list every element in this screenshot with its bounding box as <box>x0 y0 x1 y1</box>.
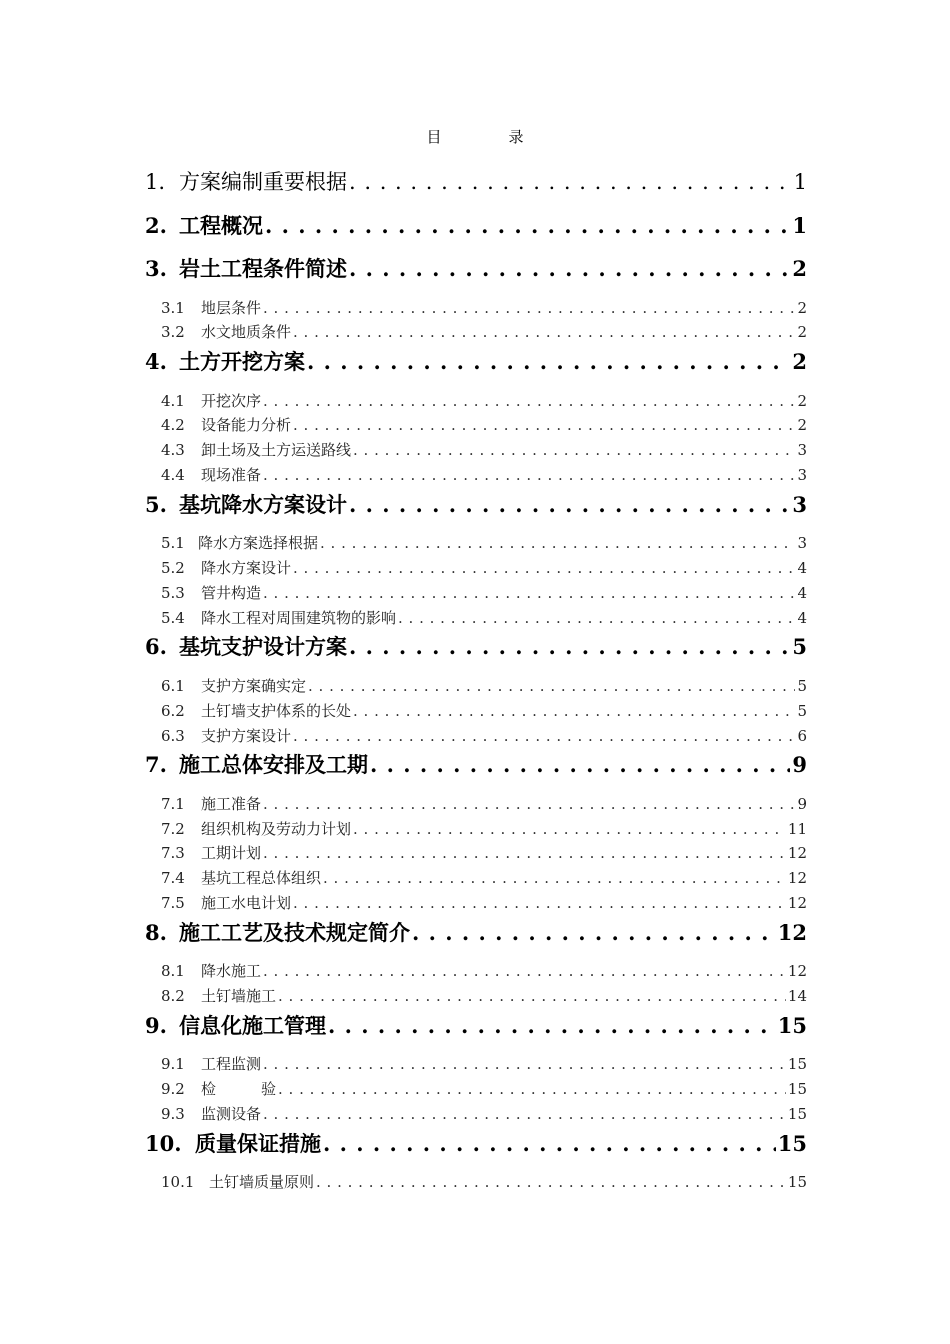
dot-leader <box>353 699 795 723</box>
toc-label: 工程监测 <box>201 1055 262 1074</box>
toc-subsection[interactable] <box>145 320 807 345</box>
toc-number: 8.2 <box>161 987 185 1006</box>
toc-label: 支护方案设计 <box>201 726 292 745</box>
dot-leader <box>263 296 795 320</box>
toc-page-number: 5 <box>797 701 807 720</box>
toc-label: 现场准备 <box>201 465 262 484</box>
toc-subsection[interactable] <box>145 959 807 984</box>
toc-section[interactable] <box>145 630 807 674</box>
toc-number: 8.1 <box>161 962 185 981</box>
toc-page-number: 15 <box>777 1012 807 1038</box>
dot-leader <box>263 959 786 983</box>
toc-label: 基坑降水方案设计 <box>179 491 347 517</box>
toc-number: 7.1 <box>161 794 185 813</box>
toc-page-number: 12 <box>787 962 807 981</box>
toc-page-number: 11 <box>787 819 807 838</box>
toc-label: 降水方案选择根据 <box>198 534 319 553</box>
toc-page-number: 2 <box>797 323 807 342</box>
toc-label: 管井构造 <box>201 583 262 602</box>
toc-label: 信息化施工管理 <box>179 1012 326 1038</box>
dot-leader <box>398 606 795 630</box>
toc-number: 10. <box>145 1130 182 1156</box>
toc-label: 施工准备 <box>201 794 262 813</box>
toc-subsection[interactable] <box>145 1052 807 1077</box>
toc-label: 降水工程对周围建筑物的影响 <box>201 608 397 627</box>
toc-label: 土钉墙施工 <box>201 987 277 1006</box>
toc-label: 监测设备 <box>201 1105 262 1124</box>
toc-section[interactable] <box>145 916 807 960</box>
toc-number: 5.2 <box>161 559 185 578</box>
toc-label: 检 验 <box>201 1080 277 1099</box>
toc-label: 土钉墙质量原则 <box>209 1173 315 1192</box>
dot-leader <box>263 389 795 413</box>
toc-page-number: 3 <box>797 465 807 484</box>
toc-number: 5.4 <box>161 608 185 627</box>
toc-section[interactable] <box>145 1009 807 1053</box>
toc-number: 6.1 <box>161 676 185 695</box>
dot-leader <box>263 841 786 865</box>
toc-number: 4.1 <box>161 391 185 410</box>
toc-page-number: 14 <box>787 987 807 1006</box>
toc-number: 8. <box>145 919 167 945</box>
dot-leader <box>328 1009 776 1043</box>
toc-page-number: 1 <box>792 212 807 238</box>
dot-leader <box>323 1127 776 1161</box>
toc-page-number: 1 <box>793 170 807 194</box>
toc-page-number: 6 <box>797 726 807 745</box>
toc-subsection[interactable] <box>145 296 807 321</box>
toc-subsection[interactable] <box>145 817 807 842</box>
toc-subsection[interactable] <box>145 674 807 699</box>
toc-page-number: 9 <box>792 752 807 778</box>
toc-label: 方案编制重要根据 <box>179 170 347 194</box>
toc-page-number: 9 <box>797 794 807 813</box>
toc-label: 施工工艺及技术规定简介 <box>179 919 410 945</box>
toc-page-number: 2 <box>792 349 807 375</box>
toc-number: 7.4 <box>161 869 185 888</box>
toc-page-number: 15 <box>787 1055 807 1074</box>
toc-number: 7.5 <box>161 894 185 913</box>
toc-subsection[interactable] <box>145 866 807 891</box>
toc-page-number: 15 <box>787 1105 807 1124</box>
toc-label: 水文地质条件 <box>201 323 292 342</box>
dot-leader <box>320 531 795 555</box>
toc-label: 降水施工 <box>201 962 262 981</box>
toc-number: 9.1 <box>161 1055 185 1074</box>
dot-leader <box>349 488 790 522</box>
toc-page-number: 4 <box>797 608 807 627</box>
toc-page-number: 5 <box>792 634 807 660</box>
toc-page-number: 12 <box>787 894 807 913</box>
toc-subsection[interactable] <box>145 891 807 916</box>
dot-leader <box>293 556 795 580</box>
toc-page-number: 12 <box>787 844 807 863</box>
toc-label: 开挖次序 <box>201 391 262 410</box>
toc-number: 5. <box>145 491 167 517</box>
toc-number: 4.3 <box>161 441 185 460</box>
toc-number: 5.3 <box>161 583 185 602</box>
toc-label: 设备能力分析 <box>201 416 292 435</box>
toc-label: 降水方案设计 <box>201 559 292 578</box>
toc-subsection[interactable] <box>145 984 807 1009</box>
toc-subsection[interactable] <box>145 1102 807 1127</box>
toc-section[interactable] <box>145 748 807 792</box>
toc-label: 土方开挖方案 <box>179 349 305 375</box>
dot-leader <box>349 630 790 664</box>
toc-title: 目 录 <box>426 128 550 146</box>
toc-number: 3. <box>145 256 167 281</box>
dot-leader <box>412 916 776 950</box>
toc-label: 岩土工程条件简述 <box>179 256 347 281</box>
toc-section[interactable] <box>145 252 807 296</box>
toc-page-number: 5 <box>797 676 807 695</box>
dot-leader <box>293 891 786 915</box>
toc-page-number: 3 <box>797 534 807 553</box>
toc-number: 7.2 <box>161 819 185 838</box>
toc-number: 6.3 <box>161 726 185 745</box>
toc-number: 9.3 <box>161 1105 185 1124</box>
toc-label: 土钉墙支护体系的长处 <box>201 701 352 720</box>
toc-subsection[interactable] <box>145 841 807 866</box>
toc-number: 6.2 <box>161 701 185 720</box>
toc-number: 3.1 <box>161 298 185 317</box>
toc-label: 基坑工程总体组织 <box>201 869 322 888</box>
dot-leader <box>293 413 795 437</box>
toc-number: 5.1 <box>161 534 185 553</box>
toc-label: 支护方案确实定 <box>201 676 307 695</box>
toc-number: 1. <box>145 170 166 194</box>
toc-subsection[interactable] <box>145 1170 807 1195</box>
toc-page-number: 15 <box>787 1173 807 1192</box>
dot-leader <box>293 724 795 748</box>
toc-section[interactable] <box>145 345 807 389</box>
toc-subsection[interactable] <box>145 606 807 631</box>
toc-page-number: 12 <box>777 919 807 945</box>
toc-subsection[interactable] <box>145 792 807 817</box>
toc-section[interactable] <box>145 209 807 253</box>
dot-leader <box>293 320 795 344</box>
toc-subsection[interactable] <box>145 556 807 581</box>
toc-number: 9. <box>145 1012 167 1038</box>
toc-label: 工期计划 <box>201 844 262 863</box>
toc-label: 施工水电计划 <box>201 894 292 913</box>
toc-subsection[interactable] <box>145 413 807 438</box>
dot-leader <box>278 984 786 1008</box>
toc-number: 4.2 <box>161 416 185 435</box>
toc-number: 9.2 <box>161 1080 185 1099</box>
dot-leader <box>349 252 790 286</box>
toc-section[interactable] <box>145 488 807 532</box>
toc-page-number: 4 <box>797 583 807 602</box>
toc-number: 7.3 <box>161 844 185 863</box>
toc-number: 6. <box>145 634 167 660</box>
toc-number: 3.2 <box>161 323 185 342</box>
dot-leader <box>263 1052 786 1076</box>
toc-number: 4. <box>145 349 167 375</box>
toc-label: 质量保证措施 <box>195 1130 321 1156</box>
dot-leader <box>263 1102 786 1126</box>
toc-subsection[interactable] <box>145 463 807 488</box>
dot-leader <box>353 817 786 841</box>
toc-subsection[interactable] <box>145 581 807 606</box>
toc-subsection[interactable] <box>145 438 807 463</box>
toc-page-number: 4 <box>797 559 807 578</box>
dot-leader <box>308 674 795 698</box>
toc-page-number: 15 <box>777 1130 807 1156</box>
toc-subsection[interactable] <box>145 1077 807 1102</box>
dot-leader <box>370 748 790 782</box>
toc-number: 7. <box>145 752 167 778</box>
dot-leader <box>353 438 795 462</box>
toc-page-number: 12 <box>787 869 807 888</box>
toc-label: 工程概况 <box>179 212 263 238</box>
toc-section[interactable] <box>145 1127 807 1171</box>
toc-page-number: 2 <box>797 416 807 435</box>
toc-number: 2. <box>145 212 167 238</box>
dot-leader <box>316 1170 786 1194</box>
toc-section[interactable] <box>145 165 807 209</box>
toc-label: 组织机构及劳动力计划 <box>201 819 352 838</box>
toc-label: 卸土场及土方运送路线 <box>201 441 352 460</box>
dot-leader <box>265 209 790 243</box>
dot-leader <box>263 463 795 487</box>
toc-label: 地层条件 <box>201 298 262 317</box>
toc-subsection[interactable] <box>145 531 807 556</box>
toc-label: 基坑支护设计方案 <box>179 634 347 660</box>
dot-leader <box>263 581 795 605</box>
toc-page-number: 15 <box>787 1080 807 1099</box>
toc-label: 施工总体安排及工期 <box>179 752 368 778</box>
toc-subsection[interactable] <box>145 699 807 724</box>
dot-leader <box>278 1077 786 1101</box>
toc-page-number: 2 <box>797 298 807 317</box>
toc-number: 10.1 <box>161 1173 195 1192</box>
dot-leader <box>323 866 786 890</box>
toc-subsection[interactable] <box>145 724 807 749</box>
toc-subsection[interactable] <box>145 389 807 414</box>
toc-page-number: 2 <box>797 391 807 410</box>
dot-leader <box>263 792 795 816</box>
toc-page-number: 3 <box>797 441 807 460</box>
toc-page-number: 3 <box>792 491 807 517</box>
dot-leader <box>349 165 792 199</box>
toc-page-number: 2 <box>792 256 807 281</box>
table-of-contents <box>145 165 807 1195</box>
toc-number: 4.4 <box>161 465 185 484</box>
dot-leader <box>307 345 790 379</box>
